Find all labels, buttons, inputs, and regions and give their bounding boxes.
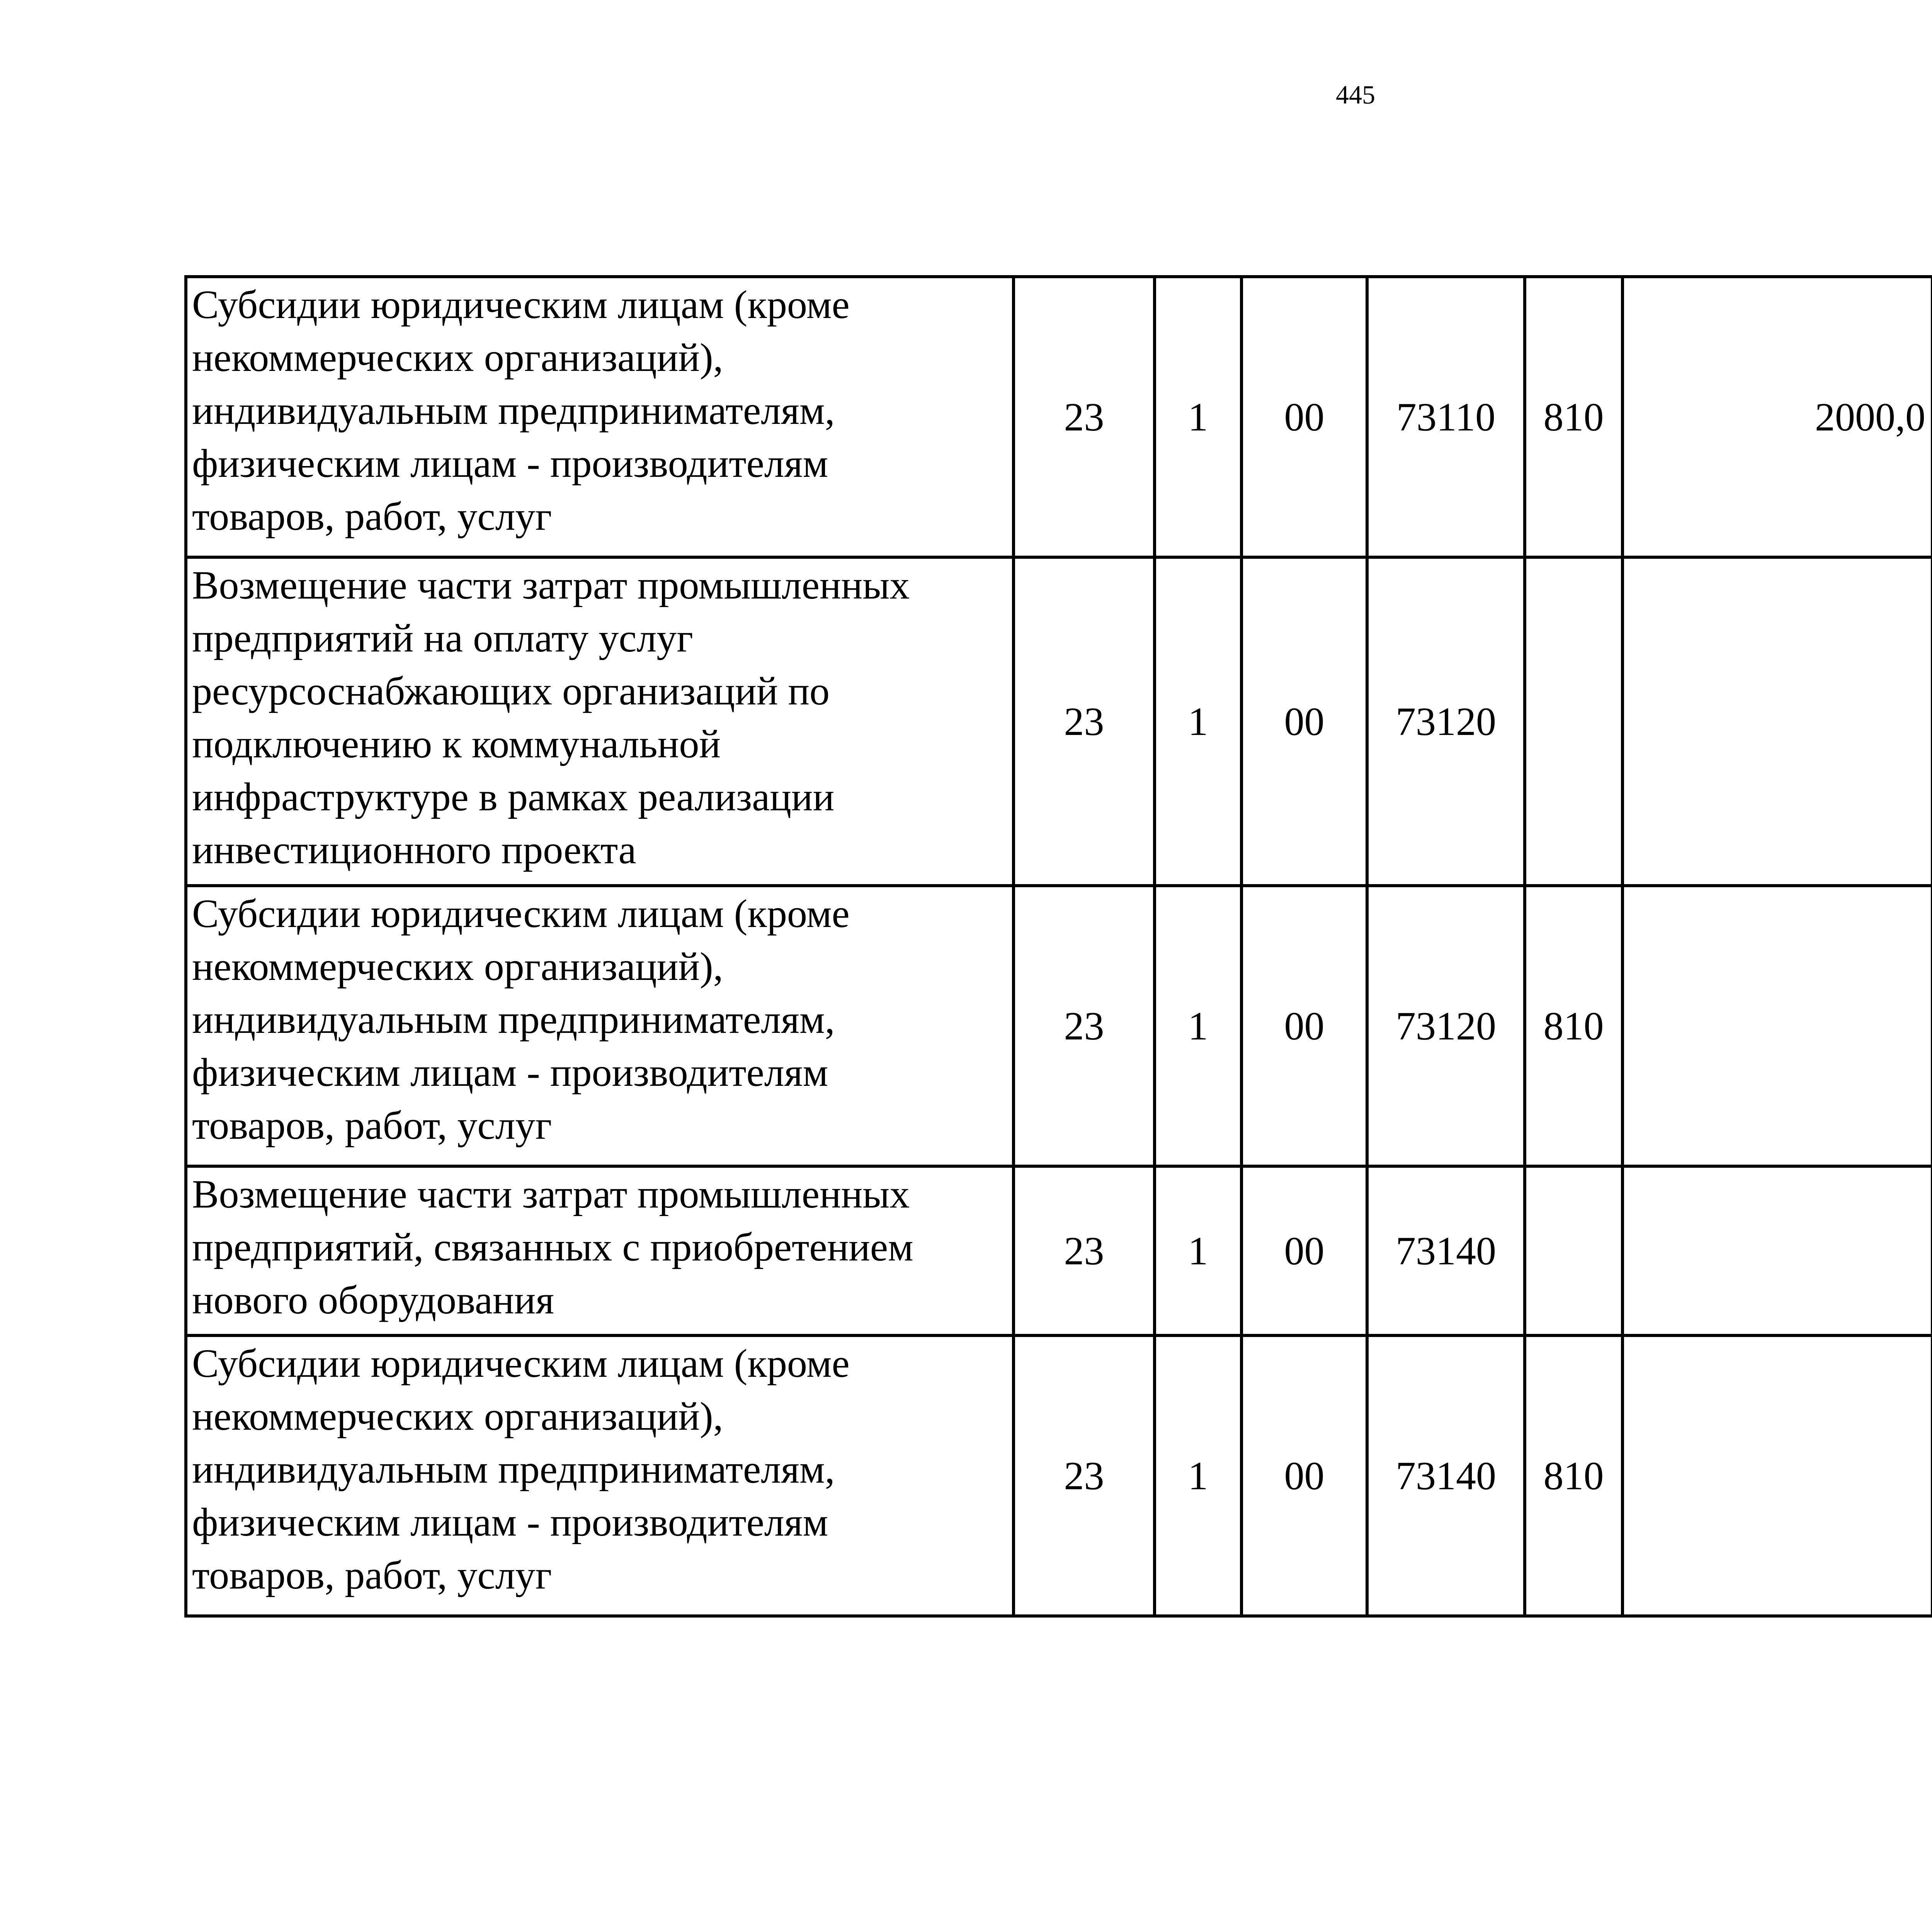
vr-cell (1525, 557, 1622, 886)
row-name-line: товаров, работ, услуг (192, 494, 552, 539)
code-cell: 73120 (1367, 557, 1525, 886)
budget-table (184, 275, 1932, 1618)
csr-cell: 00 (1242, 886, 1367, 1166)
row-name-line: инвестиционного проекта (192, 828, 636, 872)
row-name-line: физическим лицам - производителям (192, 441, 828, 486)
pr-cell: 1 (1155, 557, 1242, 886)
row-name-line: Возмещение части затрат промышленных (192, 1172, 910, 1216)
sum1-cell: 2000,0 (1622, 277, 1932, 557)
sum1-cell (1622, 1166, 1932, 1335)
vr-cell: 810 (1525, 1335, 1622, 1616)
rz-cell: 23 (1014, 886, 1155, 1166)
csr-cell: 00 (1242, 557, 1367, 886)
rz-cell: 23 (1014, 557, 1155, 886)
row-name-line: Субсидии юридическим лицам (кроме (192, 891, 850, 936)
table-row (186, 557, 1932, 886)
vr-cell (1525, 1166, 1622, 1335)
row-name-line: некоммерческих организаций), (192, 335, 723, 380)
code-cell: 73140 (1367, 1166, 1525, 1335)
sum1-cell (1622, 1335, 1932, 1616)
sum1-cell (1622, 886, 1932, 1166)
code-cell: 73140 (1367, 1335, 1525, 1616)
table-row (186, 1335, 1932, 1616)
pr-cell: 1 (1155, 886, 1242, 1166)
table-row (186, 1166, 1932, 1335)
csr-cell: 00 (1242, 1166, 1367, 1335)
row-name-line: предприятий на оплату услуг (192, 616, 693, 660)
row-name-line: Субсидии юридическим лицам (кроме (192, 282, 850, 327)
row-name-line: предприятий, связанных с приобретением (192, 1225, 913, 1269)
row-name-line: индивидуальным предпринимателям, (192, 997, 835, 1042)
rz-cell: 23 (1014, 1166, 1155, 1335)
pr-cell: 1 (1155, 1166, 1242, 1335)
row-name-line: некоммерческих организаций), (192, 944, 723, 989)
row-name-line: физическим лицам - производителям (192, 1500, 828, 1544)
row-name-line: физическим лицам - производителям (192, 1050, 828, 1095)
rz-cell: 23 (1014, 277, 1155, 557)
row-name-line: ресурсоснабжающих организаций по (192, 669, 830, 713)
row-name-cell (186, 886, 1014, 1166)
page-number: 445 (1336, 80, 1375, 109)
pr-cell: 1 (1155, 277, 1242, 557)
sum1-cell (1622, 557, 1932, 886)
table-row (186, 277, 1932, 557)
row-name-line: индивидуальным предпринимателям, (192, 1447, 835, 1492)
code-cell: 73110 (1367, 277, 1525, 557)
table-row (186, 886, 1932, 1166)
row-name-line: Субсидии юридическим лицам (кроме (192, 1341, 850, 1386)
row-name-cell (186, 1335, 1014, 1616)
row-name-line: товаров, работ, услуг (192, 1553, 552, 1597)
csr-cell: 00 (1242, 277, 1367, 557)
row-name-line: индивидуальным предпринимателям, (192, 388, 835, 433)
row-name-line: подключению к коммунальной (192, 722, 721, 766)
row-name-line: товаров, работ, услуг (192, 1103, 552, 1148)
row-name-line: инфраструктуре в рамках реализации (192, 775, 835, 819)
row-name-cell (186, 1166, 1014, 1335)
vr-cell: 810 (1525, 277, 1622, 557)
row-name-line: Возмещение части затрат промышленных (192, 563, 910, 607)
row-name-cell (186, 557, 1014, 886)
row-name-line: нового оборудования (192, 1278, 554, 1322)
row-name-line: некоммерческих организаций), (192, 1394, 723, 1439)
row-name-cell (186, 277, 1014, 557)
rz-cell: 23 (1014, 1335, 1155, 1616)
csr-cell: 00 (1242, 1335, 1367, 1616)
pr-cell: 1 (1155, 1335, 1242, 1616)
vr-cell: 810 (1525, 886, 1622, 1166)
code-cell: 73120 (1367, 886, 1525, 1166)
